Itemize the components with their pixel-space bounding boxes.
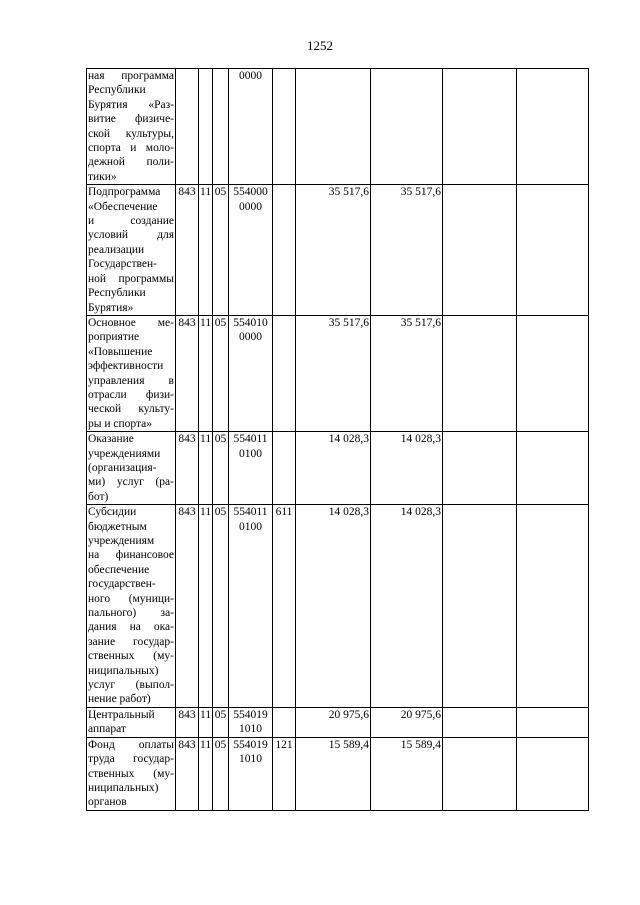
row-name-line: Республики: [88, 84, 146, 97]
empty-cell: [517, 185, 589, 316]
amount-cell-1: 14 028,3: [296, 505, 371, 708]
grbs-code-cell: 843: [176, 185, 199, 316]
table-row: [87, 737, 589, 810]
row-name-line: Основное ме-: [88, 316, 174, 329]
empty-cell: [517, 505, 589, 708]
section-code-cell: [199, 69, 213, 185]
row-name-line: ческой культу-: [88, 403, 174, 416]
row-name-line: ры и спорта»: [88, 417, 153, 430]
section-code-cell: 11: [199, 432, 213, 505]
section-code-cell: 11: [199, 707, 213, 737]
row-name-line: учреждениями: [88, 447, 161, 460]
row-name-line: ственных (му-: [88, 650, 174, 663]
row-name-line: государствен-: [88, 578, 156, 591]
row-name-line: ниципальных): [88, 664, 159, 677]
table-row: [87, 69, 589, 185]
row-name-line: на финансовое: [88, 549, 174, 562]
row-name-line: дания на ока-: [88, 621, 174, 634]
row-name-line: бот): [88, 490, 109, 503]
target-article-line: 554019: [233, 708, 268, 721]
row-name-line: «Повышение: [88, 345, 153, 358]
target-article-cell: [229, 505, 273, 708]
row-name-line: Подпрограмма: [88, 186, 161, 199]
amount-cell-3: [443, 505, 517, 708]
row-name-line: ственных (му-: [88, 767, 174, 780]
expense-type-cell: [273, 315, 296, 431]
amount-cell-2: 14 028,3: [371, 505, 443, 708]
row-name-cell: [87, 707, 176, 737]
row-name-line: управления в: [88, 374, 174, 387]
row-name-line: отрасли физи-: [88, 388, 174, 401]
amount-cell-3: [443, 707, 517, 737]
subsection-code-cell: 05: [213, 315, 229, 431]
expense-type-cell: [273, 432, 296, 505]
section-code-cell: 11: [199, 315, 213, 431]
page-number: 1252: [307, 38, 333, 53]
table-row: [87, 315, 589, 431]
empty-cell: [517, 707, 589, 737]
subsection-code-cell: 05: [213, 432, 229, 505]
grbs-code-cell: 843: [176, 737, 199, 810]
row-name-line: учреждениям: [88, 535, 155, 547]
row-name-cell: [87, 185, 176, 316]
grbs-code-cell: [176, 69, 199, 185]
empty-cell: [517, 315, 589, 431]
row-name-line: органов: [88, 796, 127, 809]
target-article-line: 554011: [233, 506, 268, 519]
amount-cell-3: [443, 185, 517, 316]
row-name-line: Бурятия «Раз-: [88, 98, 174, 111]
expense-type-cell: 121: [273, 737, 296, 810]
target-article-line: 1010: [239, 753, 262, 766]
empty-cell: [517, 737, 589, 810]
grbs-code-cell: 843: [176, 315, 199, 431]
row-name-line: аппарат: [88, 723, 126, 736]
amount-cell-1: 35 517,6: [296, 315, 371, 431]
row-name-line: реализации: [88, 243, 145, 256]
row-name-line: Республики: [88, 287, 146, 300]
amount-cell-1: 14 028,3: [296, 432, 371, 505]
row-name-line: (организация-: [88, 461, 157, 474]
row-name-line: Оказание: [88, 433, 134, 446]
budget-table-body: [87, 69, 589, 811]
target-article-line: 0100: [239, 520, 262, 533]
target-article-cell: [229, 185, 273, 316]
row-name-cell: [87, 315, 176, 431]
row-name-line: Государствен-: [88, 258, 157, 271]
row-name-cell: [87, 69, 176, 185]
target-article-line: 0000: [239, 200, 262, 213]
row-name-line: эффективности: [88, 360, 164, 373]
subsection-code-cell: 05: [213, 737, 229, 810]
empty-cell: [517, 432, 589, 505]
table-row: [87, 185, 589, 316]
target-article-line: 554019: [233, 738, 268, 751]
subsection-code-cell: 05: [213, 707, 229, 737]
expense-type-cell: [273, 707, 296, 737]
table-row: [87, 505, 589, 708]
row-name-line: Субсидии: [88, 506, 137, 519]
amount-cell-1: 20 975,6: [296, 707, 371, 737]
target-article-line: 554010: [233, 316, 268, 329]
table-row: [87, 707, 589, 737]
row-name-line: ниципальных): [88, 781, 159, 794]
target-article-cell: [229, 69, 273, 185]
row-name-line: ской культуры,: [88, 127, 174, 140]
subsection-code-cell: 05: [213, 185, 229, 316]
row-name-line: спорта и моло-: [88, 142, 174, 155]
amount-cell-2: 14 028,3: [371, 432, 443, 505]
amount-cell-2: 15 589,4: [371, 737, 443, 810]
amount-cell-2: 20 975,6: [371, 707, 443, 737]
amount-cell-2: 35 517,6: [371, 315, 443, 431]
target-article-line: 0100: [239, 447, 262, 460]
expense-type-cell: [273, 69, 296, 185]
row-name-line: дежной поли-: [88, 156, 174, 169]
row-name-line: труда государ-: [88, 753, 174, 766]
amount-cell-2: [371, 69, 443, 185]
subsection-code-cell: 05: [213, 505, 229, 708]
row-name-line: зание государ-: [88, 635, 174, 648]
row-name-line: услуг (выпол-: [88, 679, 174, 692]
row-name-line: ная программа: [88, 70, 174, 82]
grbs-code-cell: 843: [176, 505, 199, 708]
row-name-line: бюджетным: [88, 520, 147, 533]
row-name-line: тики»: [88, 170, 117, 183]
amount-cell-3: [443, 69, 517, 185]
amount-cell-3: [443, 737, 517, 810]
amount-cell-2: 35 517,6: [371, 185, 443, 316]
grbs-code-cell: 843: [176, 432, 199, 505]
grbs-code-cell: 843: [176, 707, 199, 737]
target-article-cell: [229, 315, 273, 431]
amount-cell-3: [443, 315, 517, 431]
row-name-line: Бурятия»: [88, 301, 134, 314]
expense-type-cell: 611: [273, 505, 296, 708]
row-name-cell: [87, 737, 176, 810]
target-article-line: 0000: [239, 70, 262, 82]
row-name-line: «Обеспечение: [88, 200, 158, 213]
target-article-line: 1010: [239, 723, 262, 736]
empty-cell: [517, 69, 589, 185]
target-article-cell: [229, 707, 273, 737]
amount-cell-1: 15 589,4: [296, 737, 371, 810]
row-name-line: нение работ): [88, 693, 151, 706]
section-code-cell: 11: [199, 737, 213, 810]
section-code-cell: 11: [199, 185, 213, 316]
row-name-line: роприятие: [88, 331, 140, 344]
row-name-line: ми) услуг (ра-: [88, 476, 174, 489]
row-name-line: пального) за-: [88, 607, 174, 620]
section-code-cell: 11: [199, 505, 213, 708]
target-article-cell: [229, 737, 273, 810]
row-name-line: условий для: [88, 229, 174, 242]
table-row: [87, 432, 589, 505]
amount-cell-1: [296, 69, 371, 185]
budget-table: [86, 68, 589, 811]
target-article-line: 554011: [233, 433, 268, 446]
target-article-line: 0000: [239, 331, 262, 344]
target-article-line: 554000: [233, 186, 268, 199]
row-name-cell: [87, 505, 176, 708]
target-article-cell: [229, 432, 273, 505]
subsection-code-cell: [213, 69, 229, 185]
row-name-cell: [87, 432, 176, 505]
expense-type-cell: [273, 185, 296, 316]
amount-cell-1: 35 517,6: [296, 185, 371, 316]
row-name-line: обеспечение: [88, 563, 150, 576]
row-name-line: ного (муници-: [88, 592, 174, 605]
row-name-line: ной программы: [88, 272, 174, 285]
row-name-line: Центральный: [88, 708, 155, 721]
row-name-line: Фонд оплаты: [88, 738, 174, 751]
row-name-line: витие физиче-: [88, 113, 174, 126]
amount-cell-3: [443, 432, 517, 505]
row-name-line: и создание: [88, 215, 174, 228]
